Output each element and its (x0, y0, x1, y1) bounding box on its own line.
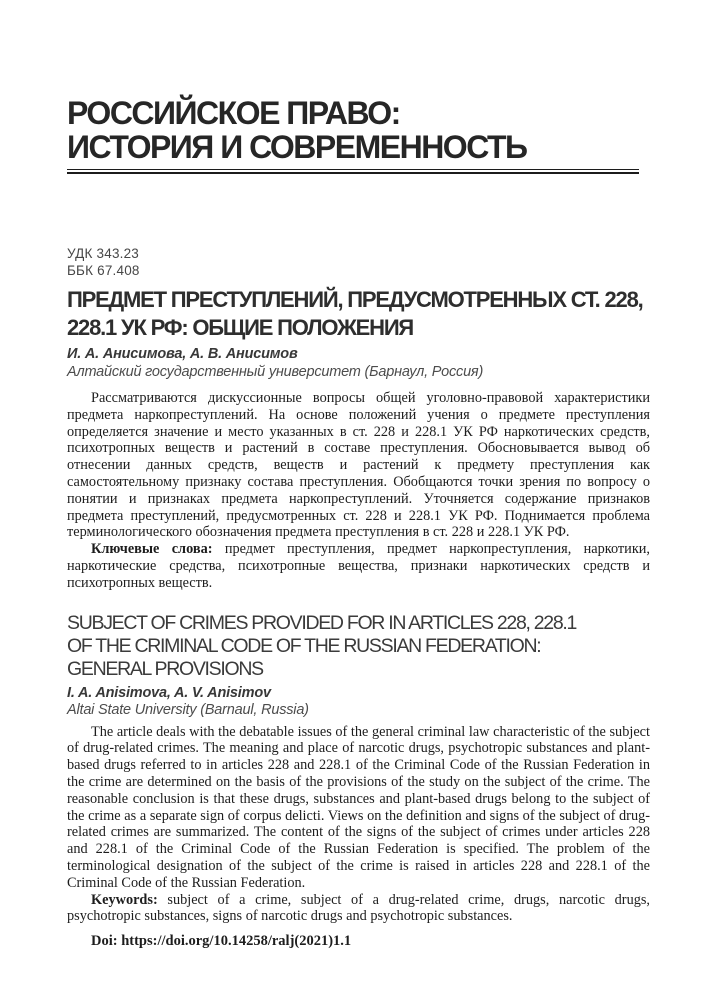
classification-codes (67, 245, 650, 279)
article-title-en-line-2: OF THE CRIMINAL CODE OF THE RUSSIAN FEDERATION: (67, 634, 541, 657)
abstract-ru: Рассматриваются дискуссионные вопросы общей уголовно-правовой характеристики предмета наркопреступлений. На основе положений учения о предмете преступления определяется значение и место указанных в ст. 228 и 228.1 УК РФ наркотических средств, психотропных веществ и растений в составе преступления. Обосновывается вывод об отнесении данных средств, веществ и растений к предмету преступления как самостоятельному признаку состава преступления. Обобщаются точки зрения по вопросу о понятии и признаках предмета наркопреступлений. Уточняется содержание признаков предмета преступлений, предусмотренных ст. 228 и 228.1 УК РФ. Поднимается проблема терминологического обозначения предмета преступления в ст. 228 и 228.1 УК РФ. (67, 390, 650, 541)
journal-title (67, 96, 650, 164)
udk-code: УДК 343.23 (67, 246, 140, 261)
doi-line: Doi: https://doi.org/10.14258/ralj(2021)1.1 (91, 933, 352, 950)
keywords-en-text: subject of a crime, subject of a drug-related crime, drugs, narcotic drugs, psychotropic substances, signs of narcotic drugs and psychotropic substances. (67, 891, 650, 925)
bbk-code: ББК 67.408 (67, 263, 140, 278)
article-title-ru-line-1: ПРЕДМЕТ ПРЕСТУПЛЕНИЙ, ПРЕДУСМОТРЕННЫХ СТ. 228, (67, 287, 643, 312)
english-section (67, 612, 650, 951)
header-double-rule (67, 169, 639, 174)
article-title-en (67, 612, 650, 681)
keywords-ru (67, 541, 650, 591)
journal-title-line-1: РОССИЙСКОЕ ПРАВО: (67, 95, 400, 131)
journal-title-line-2: ИСТОРИЯ И СОВРЕМЕННОСТЬ (67, 129, 527, 165)
article-title-ru (67, 286, 650, 342)
keywords-en (67, 892, 650, 926)
keywords-ru-label: Ключевые слова: (91, 541, 213, 558)
abstract-en: The article deals with the debatable issues of the general criminal law characteristic of the subject of drug-related crimes. The meaning and place of narcotic drugs, psychotropic substances and plant-based drugs referred to in articles 228 and 228.1 of the Criminal Code of the Russian Federation in the crime are determined on the basis of the provisions of the study on the subject of the crime. The reasonable conclusion is that these drugs, substances and plant-based drugs belong to the subject of the crime as a separate sign of corpus delicti. Views on the definition and signs of the subject of drug-related crimes are summarized. The content of the signs of the subject of crimes under articles 228 and 228.1 of the Criminal Code of the Russian Federation is specified. The problem of the terminological designation of the subject of the crime is raised in articles 228 and 228.1 of the Criminal Code of the Russian Federation. (67, 723, 650, 891)
authors-en: I. A. Anisimova, A. V. Anisimov (67, 684, 271, 701)
affiliation-ru: Алтайский государственный университет (Барнаул, Россия) (67, 363, 484, 380)
article-title-en-line-3: GENERAL PROVISIONS (67, 657, 263, 680)
russian-section (67, 286, 650, 592)
article-title-en-line-1: SUBJECT OF CRIMES PROVIDED FOR IN ARTICLES 228, 228.1 (67, 611, 577, 634)
article-title-ru-line-2: 228.1 УК РФ: ОБЩИЕ ПОЛОЖЕНИЯ (67, 315, 414, 340)
journal-header (67, 96, 650, 174)
keywords-en-label: Keywords: (91, 891, 158, 908)
authors-ru: И. А. Анисимова, А. В. Анисимов (67, 346, 298, 362)
keywords-ru-text: предмет преступления, предмет наркопреступления, наркотики, наркотические средства, психотропные вещества, признаки наркотических средств и психотропных веществ. (67, 541, 650, 591)
affiliation-en: Altai State University (Barnaul, Russia) (67, 702, 309, 719)
